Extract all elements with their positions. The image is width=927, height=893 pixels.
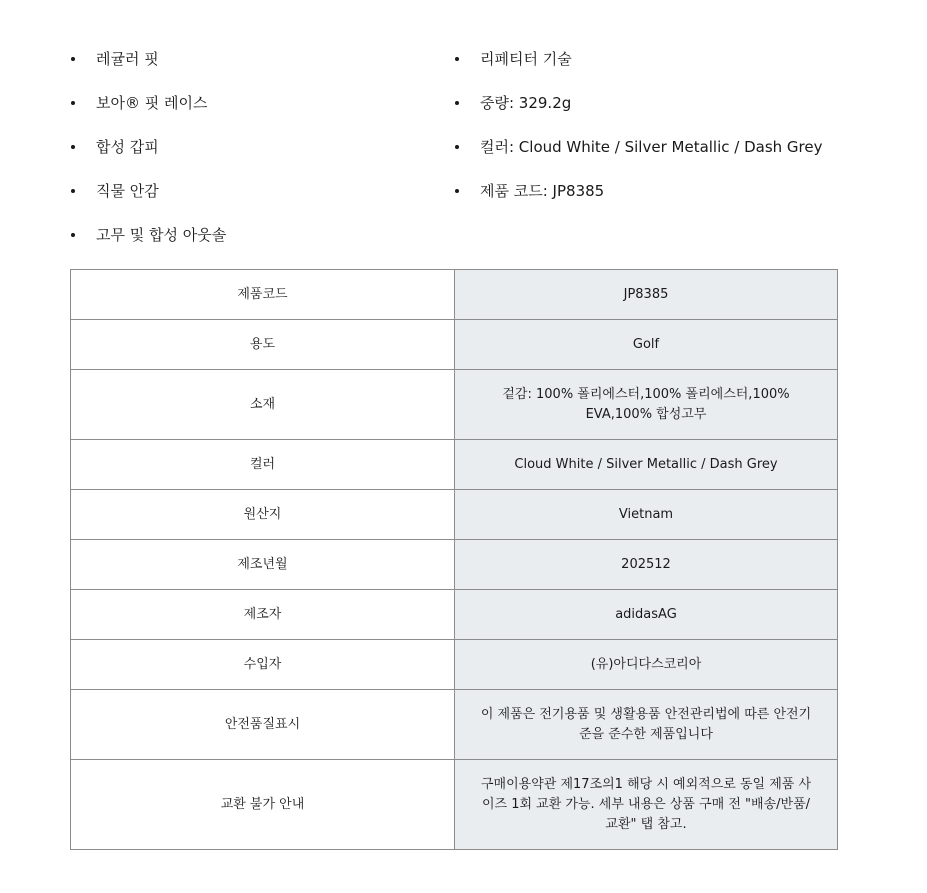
- table-row: [71, 320, 838, 370]
- spec-label: 소재: [71, 370, 455, 440]
- table-row: [71, 370, 838, 440]
- table-row: [71, 440, 838, 490]
- table-row: [71, 640, 838, 690]
- table-row: [71, 490, 838, 540]
- spec-label: 교환 불가 안내: [71, 760, 455, 850]
- spec-value: (유)아디다스코리아: [455, 640, 838, 690]
- feature-list-left: [70, 37, 226, 257]
- spec-label: 제조년월: [71, 540, 455, 590]
- feature-item: 제품 코드: JP8385: [454, 169, 823, 213]
- feature-list-right: [454, 37, 823, 213]
- feature-item: 레귤러 핏: [70, 37, 226, 81]
- spec-label: 수입자: [71, 640, 455, 690]
- spec-label: 안전품질표시: [71, 690, 455, 760]
- table-row: [71, 760, 838, 850]
- table-row: [71, 540, 838, 590]
- spec-value: JP8385: [455, 270, 838, 320]
- spec-value: 구매이용약관 제17조의1 해당 시 예외적으로 동일 제품 사이즈 1회 교환 가능. 세부 내용은 상품 구매 전 "배송/반품/교환" 탭 참고.: [455, 760, 838, 850]
- spec-value: 202512: [455, 540, 838, 590]
- feature-item: 중량: 329.2g: [454, 81, 823, 125]
- spec-value: 이 제품은 전기용품 및 생활용품 안전관리법에 따른 안전기준을 준수한 제품입니다: [455, 690, 838, 760]
- spec-table: [70, 269, 838, 850]
- feature-item: 리페티터 기술: [454, 37, 823, 81]
- spec-value: 겉감: 100% 폴리에스터,100% 폴리에스터,100% EVA,100% 합성고무: [455, 370, 838, 440]
- spec-label: 원산지: [71, 490, 455, 540]
- spec-value: adidasAG: [455, 590, 838, 640]
- feature-item: 합성 갑피: [70, 125, 226, 169]
- table-row: [71, 690, 838, 760]
- spec-label: 용도: [71, 320, 455, 370]
- spec-label: 제조자: [71, 590, 455, 640]
- table-row: [71, 590, 838, 640]
- feature-item: 보아® 핏 레이스: [70, 81, 226, 125]
- feature-item: 컬러: Cloud White / Silver Metallic / Dash Grey: [454, 125, 823, 169]
- feature-item: 직물 안감: [70, 169, 226, 213]
- feature-item: 고무 및 합성 아웃솔: [70, 213, 226, 257]
- spec-label: 컬러: [71, 440, 455, 490]
- spec-label: 제품코드: [71, 270, 455, 320]
- spec-value: Golf: [455, 320, 838, 370]
- spec-value: Cloud White / Silver Metallic / Dash Grey: [455, 440, 838, 490]
- spec-value: Vietnam: [455, 490, 838, 540]
- table-row: [71, 270, 838, 320]
